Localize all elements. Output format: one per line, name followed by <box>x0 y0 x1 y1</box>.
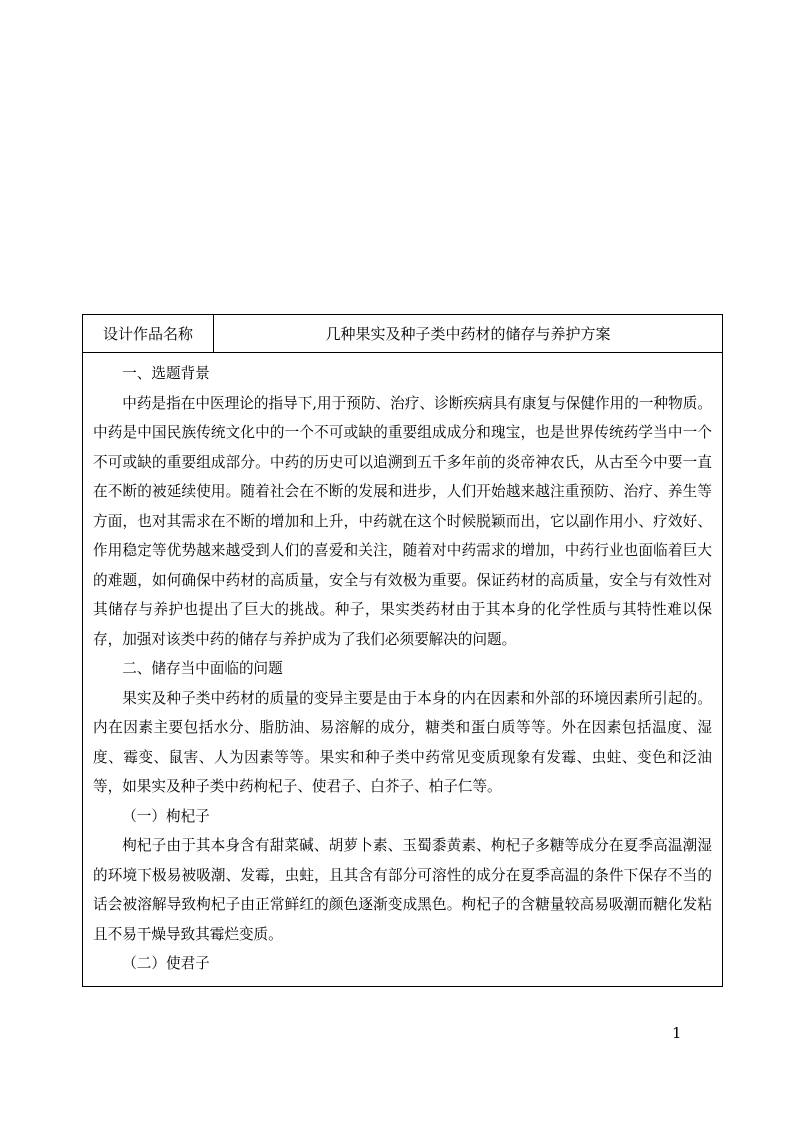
content-cell <box>83 353 722 986</box>
paragraph-background: 中药是指在中医理论的指导下,用于预防、治疗、诊断疾病具有康复与保健作用的一种物质。中药是中国民族传统文化中的一个不可或缺的重要组成成分和瑰宝，也是世界传统药学当中一个不可或缺的重要组成部分。中药的历史可以追溯到五千多年前的炎帝神农氏，从古至今中要一直在不断的被延续使用。随着社会在不断的发展和进步，人们开始越来越注重预防、治疗、养生等方面，也对其需求在不断的增加和上升，中药就在这个时候脱颖而出，它以副作用小、疗效好、作用稳定等优势越来越受到人们的喜爱和关注，随着对中药需求的增加，中药行业也面临着巨大的难题，如何确保中药材的高质量，安全与有效极为重要。保证药材的高质量，安全与有效性对其储存与养护也提出了巨大的挑战。种子，果实类药材由于其本身的化学性质与其特性难以保存，加强对该类中药的储存与养护成为了我们必须要解决的问题。 <box>93 394 712 648</box>
table-header-row <box>83 315 722 353</box>
design-name-label: 设计作品名称 <box>83 315 214 352</box>
design-title: 几种果实及种子类中药材的储存与养护方案 <box>325 325 611 343</box>
section-heading-background: 一、选题背景 <box>122 365 210 382</box>
page-number: 1 <box>672 1024 682 1042</box>
subheading-shijunzi: （二）使君子 <box>122 955 210 972</box>
section-heading-problems: 二、储存当中面临的问题 <box>122 660 283 677</box>
paragraph-goji: 枸杞子由于其本身含有甜菜碱、胡萝卜素、玉蜀黍黄素、枸杞子多糖等成分在夏季高温潮湿的环境下极易被吸潮、发霉，虫蛀，且其含有部分可溶性的成分在夏季高温的条件下保存不当的话会被溶解导致枸杞子由正常鲜红的颜色逐渐变成黑色。枸杞子的含糖量较高易吸潮而糖化发粘且不易干燥导致其霉烂变质。 <box>93 837 712 943</box>
paragraph-problems: 果实及种子类中药材的质量的变异主要是由于本身的内在因素和外部的环境因素所引起的。内在因素主要包括水分、脂肪油、易溶解的成分，糖类和蛋白质等等。外在因素包括温度、湿度、霉变、鼠害、人为因素等等。果实和种子类中药常见变质现象有发霉、虫蛀、变色和泛油等，如果实及种子类中药枸杞子、使君子、白芥子、柏子仁等。 <box>93 689 712 795</box>
document-table <box>82 314 723 987</box>
subheading-goji: （一）枸杞子 <box>122 807 210 825</box>
